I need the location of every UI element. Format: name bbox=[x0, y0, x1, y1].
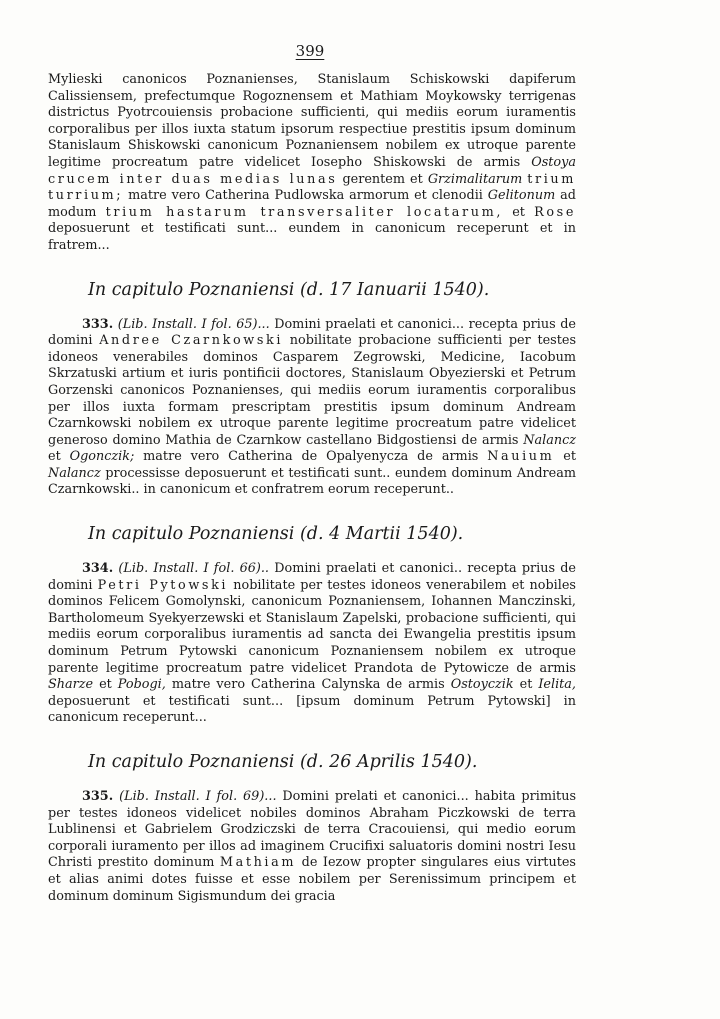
entry-text: Domini prelati et canonici... habita primitus per testes idoneos videlicet nobiles dominos Abraham Piczkowski de terra Lublinensi et Gabrielem Grodziczski de terra Cracouiensi, qui medio eorum corporali iuramento per illos ad imaginem Crucifixi saluatoris domini nostri Iesu Christi prestito dominum bbox=[48, 789, 577, 871]
spaced-text: crucem inter duas medias lunas bbox=[48, 171, 338, 187]
spaced-text: Rose bbox=[534, 204, 577, 220]
intro-text: Mylieski canonicos Poznanienses, Stanislaum Schiskowski dapiferum Calissiensem, prefectumque Rogoznensem et Mathiam Moykowsky terrigenas districtus Pyotrcouiensis probacione sufficienti, qui mediis eorum iuramentis corporalibus per illos iuxta statum ipsorum respectiue prestitis ipsum dominum Stanislaum Shiskowski canonicum Poznaniensem nobilem ex utroque parente legitime procreatum patre videlicet Iosepho Shiskowski de armis bbox=[48, 72, 576, 170]
intro-text: et bbox=[512, 204, 525, 220]
spaced-name: Andree Czarnkowski bbox=[99, 333, 284, 349]
entry-text: nobilitate per testes idoneos venerabilem et nobiles dominos Felicem Gomolynski, canonicum Poznaniensem, Iohannen Manczinski, Bartholomeum Syekyerzewski et Stanislaum Zapelski, probacione sufficienti, qui mediis eorum corporalibus iuramentis ad sancta dei Ewangelia prestitis ipsum dominum Petrum Pytowski canonicum Poznaniensem nobilem ex utroque parente legitime procreatum patre videlicet Prandota de Pytowicze de armis bbox=[48, 577, 576, 676]
document-body bbox=[48, 72, 576, 905]
entry-number: 333. bbox=[82, 316, 114, 332]
entry-text: Domini praelati et canonici.. recepta prius de domini bbox=[48, 561, 577, 593]
entry-text: matre vero Catherina Calynska de armis bbox=[171, 677, 445, 693]
entry-text: nobilitate probacione sufficienti per testes idoneos venerabiles dominos Casparem Zegrowski, Medicine, Iacobum Skrzatuski artium et iuris pontificii doctores, Stanislaum Obyezierski et Petrum Gorzenski canonicos Poznanienses, qui mediis eorum iuramentis corporalibus per illos iuxta formam prescriptam prestitis ipsum dominum Andream Czarnkowski nobilem ex utroque parente legitime procreatum patre videlicet generoso domino Mathia de Czarnkow castellano Bidgostiensi de armis bbox=[48, 333, 577, 448]
section-heading: In capitulo Poznaniensi (d. 17 Ianuarii 1540). bbox=[88, 279, 490, 300]
spaced-text: trium turrium; bbox=[48, 171, 577, 204]
spaced-name: Mathiam bbox=[219, 855, 297, 871]
spaced-name: Nauium bbox=[487, 449, 555, 465]
section-heading: In capitulo Poznaniensi (d. 26 Aprilis 1540). bbox=[88, 752, 478, 772]
entry-text: et bbox=[99, 677, 112, 693]
intro-text: gerentem et bbox=[342, 171, 423, 187]
page-number: 399 bbox=[295, 42, 325, 60]
arms-name: Nalancz bbox=[523, 432, 576, 448]
entry-text: et bbox=[563, 449, 576, 465]
entry-text: et bbox=[48, 449, 61, 465]
entry-reference: (Lib. Install. I fol. 66).. bbox=[118, 561, 270, 577]
section-heading: In capitulo Poznaniensi (d. 4 Martii 1540). bbox=[88, 524, 464, 545]
entry-number: 334. bbox=[82, 561, 114, 577]
arms-name: Ostoyczik bbox=[450, 677, 514, 693]
entry-number: 335. bbox=[82, 789, 114, 804]
entry-paragraph bbox=[48, 789, 576, 905]
intro-paragraph bbox=[48, 72, 576, 255]
intro-text: matre vero Catherina Pudlowska armorum et clenodii bbox=[128, 188, 483, 204]
arms-name: Grzimalitarum bbox=[427, 171, 523, 187]
arms-name: Nalancz bbox=[48, 465, 101, 481]
spaced-name: Petri Pytowski bbox=[97, 577, 229, 593]
intro-text: deposuerunt et testificati sunt... eundem in canonicum receperunt et in fratrem... bbox=[48, 221, 576, 253]
arms-name: Ielita, bbox=[538, 677, 576, 693]
entry-text: de Iezow propter singulares eius virtutes et alias animi dotes fuisse et esse nobilem per Serenissimum principem et dominum dominum Sigismundum dei gracia bbox=[48, 855, 576, 904]
arms-name: Ostoya bbox=[531, 154, 576, 170]
entry-paragraph bbox=[48, 317, 576, 500]
arms-name: Ogonczik; bbox=[69, 449, 135, 465]
entry-paragraph bbox=[48, 561, 576, 727]
entry-reference: (Lib. Install. I fol. 69)... bbox=[119, 789, 277, 804]
arms-name: Pobogi, bbox=[117, 677, 166, 693]
intro-text: ad modum bbox=[48, 188, 576, 220]
entry-reference: (Lib. Install. I fol. 65)... bbox=[117, 316, 270, 332]
entry-text: processisse deposuerunt et testificati sunt.. eundem dominum Andream Czarnkowski.. in canonicum et confratrem eorum receperunt.. bbox=[48, 465, 576, 498]
spaced-text: trium hastarum transversaliter locatarum, bbox=[105, 204, 503, 220]
arms-name: Gelitonum bbox=[487, 188, 556, 204]
entry-text: matre vero Catherina de Opalyenycza de armis bbox=[143, 449, 479, 465]
entry-text: et bbox=[519, 677, 533, 693]
entry-text: Domini praelati et canonici... recepta prius de domini bbox=[48, 316, 576, 349]
arms-name: Sharze bbox=[48, 677, 94, 693]
entry-text: deposuerunt et testificati sunt... [ipsum dominum Petrum Pytowski] in canonicum receperunt... bbox=[48, 693, 576, 726]
